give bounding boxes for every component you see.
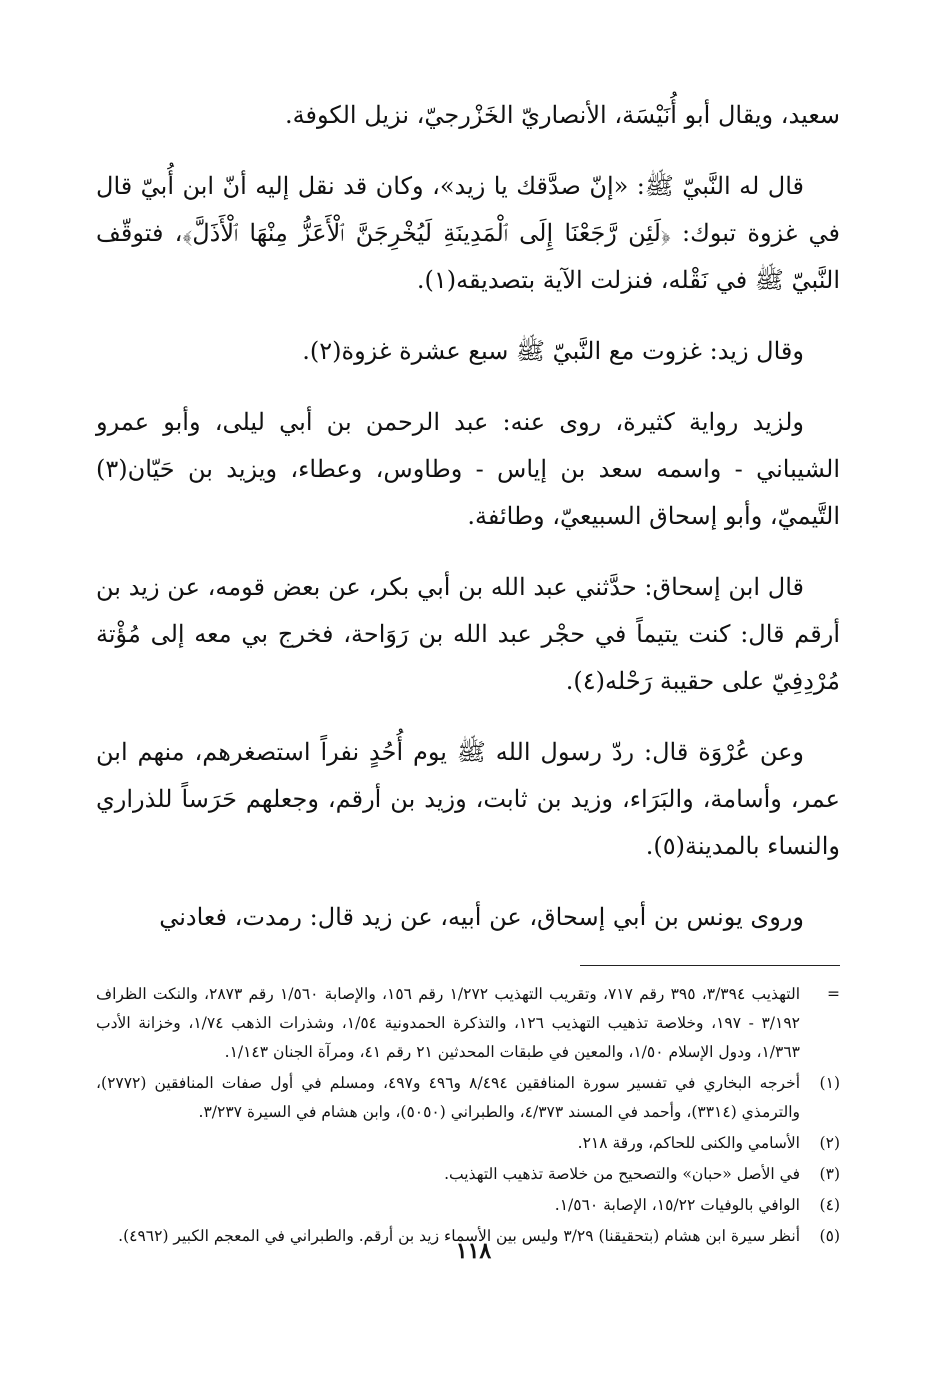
footnote-item — [96, 1191, 840, 1220]
footnote-text: الأسامي والكنى للحاكم، ورقة ٢١٨. — [577, 1134, 800, 1152]
footnote-text: أخرجه البخاري في تفسير سورة المنافقين ٨/٤٩٤ و٤٩٦ و٤٩٧، ومسلم في أول صفات المنافقين (٢٧٧٢)، والترمذي (٣٣١٤)، وأحمد في المسند ٤/٣٧٣، والطبراني (٥٠٥٠)، وابن هشام في السيرة ٣/٢٣٧. — [96, 1074, 800, 1121]
footnote-item — [96, 1160, 840, 1189]
footnote-number: (٢) — [819, 1134, 840, 1152]
footnote-item — [96, 1129, 840, 1158]
paragraph-1: سعيد، ويقال أبو أُنَيْسَة، الأنصاريّ الخَزْرجيّ، نزيل الكوفة. — [285, 101, 840, 129]
footnote-number: = — [827, 985, 840, 1003]
paragraph-7: وروى يونس بن أبي إسحاق، عن أبيه، عن زيد قال: رمدت، فعادني — [159, 903, 804, 931]
footnote-number: (١) — [819, 1074, 840, 1092]
footnotes — [96, 980, 840, 1251]
page-number: ١١٨ — [455, 1238, 492, 1264]
page-content — [96, 92, 840, 1253]
footnote-number: (٤) — [819, 1196, 840, 1214]
footnote-text: الوافي بالوفيات ١٥/٢٢، الإصابة ١/٥٦٠. — [554, 1196, 800, 1214]
footnote-text: أنظر سيرة ابن هشام (بتحقيقنا) ٣/٢٩ وليس بين الأسماء زيد بن أرقم. والطبراني في المعجم الكبير (٤٩٦٢). — [118, 1227, 800, 1245]
paragraph-2: قال له النَّبيّ ﷺ: «إنّ صدَّقك يا زيد»، وكان قد نقل إليه أنّ ابن أُبيّ قال في غزوة تبوك: ﴿لَئِن رَّجَعْنَا إِلَى ٱلْمَدِينَةِ لَيُخْرِجَنَّ ٱلْأَعَزُّ مِنْهَا ٱلْأَذَلَّ﴾، فتوقّف النَّبيّ ﷺ في نَقْله، فنزلت الآية بتصديقه(١). — [96, 172, 840, 294]
paragraph-6: وعن عُرْوَة قال: ردّ رسول الله ﷺ يوم أُحُدٍ نفراً استصغرهم، منهم ابن عمر، وأسامة، والبَرَاء، وزيد بن ثابت، وزيد بن أرقم، وجعلهم حَرَساً للذراري والنساء بالمدينة(٥). — [96, 738, 840, 860]
footnote-item — [96, 980, 840, 1067]
paragraph-3: وقال زيد: غزوت مع النَّبيّ ﷺ سبع عشرة غزوة(٢). — [302, 337, 804, 365]
footnote-separator — [580, 965, 840, 966]
footnote-item — [96, 1069, 840, 1127]
footnote-text: في الأصل «حبان» والتصحيح من خلاصة تذهيب التهذيب. — [444, 1165, 800, 1183]
footnote-text: التهذيب ٣/٣٩٤، ٣٩٥ رقم ٧١٧، وتقريب التهذيب ١/٢٧٢ رقم ١٥٦، والإصابة ١/٥٦٠ رقم ٢٨٧٣، والنكت الظراف ٣/١٩٢ - ١٩٧، وخلاصة تذهيب التهذيب ١٢٦، والتذكرة الحمدونية ١/٥٤، وشذرات الذهب ١/٧٤، وخزانة الأدب ١/٣٦٣، ودول الإسلام ١/٥٠، والمعين في طبقات المحدثين ٢١ رقم ٤١، ومرآة الجنان ١/١٤٣. — [96, 985, 800, 1061]
footnote-number: (٣) — [819, 1165, 840, 1183]
body-text — [96, 92, 840, 941]
paragraph-5: قال ابن إسحاق: حدَّثني عبد الله بن أبي بكر، عن بعض قومه، عن زيد بن أرقم قال: كنت يتيماً في حجْر عبد الله بن رَوَاحة، فخرج بي معه إلى مُؤْتة مُرْدِفِيّ على حقيبة رَحْله(٤). — [96, 573, 840, 695]
footnote-number: (٥) — [819, 1227, 840, 1245]
paragraph-4: ولزيد رواية كثيرة، روى عنه: عبد الرحمن بن أبي ليلى، وأبو عمرو الشيباني - واسمه سعد بن إياس - وطاوس، وعطاء، ويزيد بن حَيّان(٣) التَّيميّ، وأبو إسحاق السبيعيّ، وطائفة. — [96, 408, 840, 530]
